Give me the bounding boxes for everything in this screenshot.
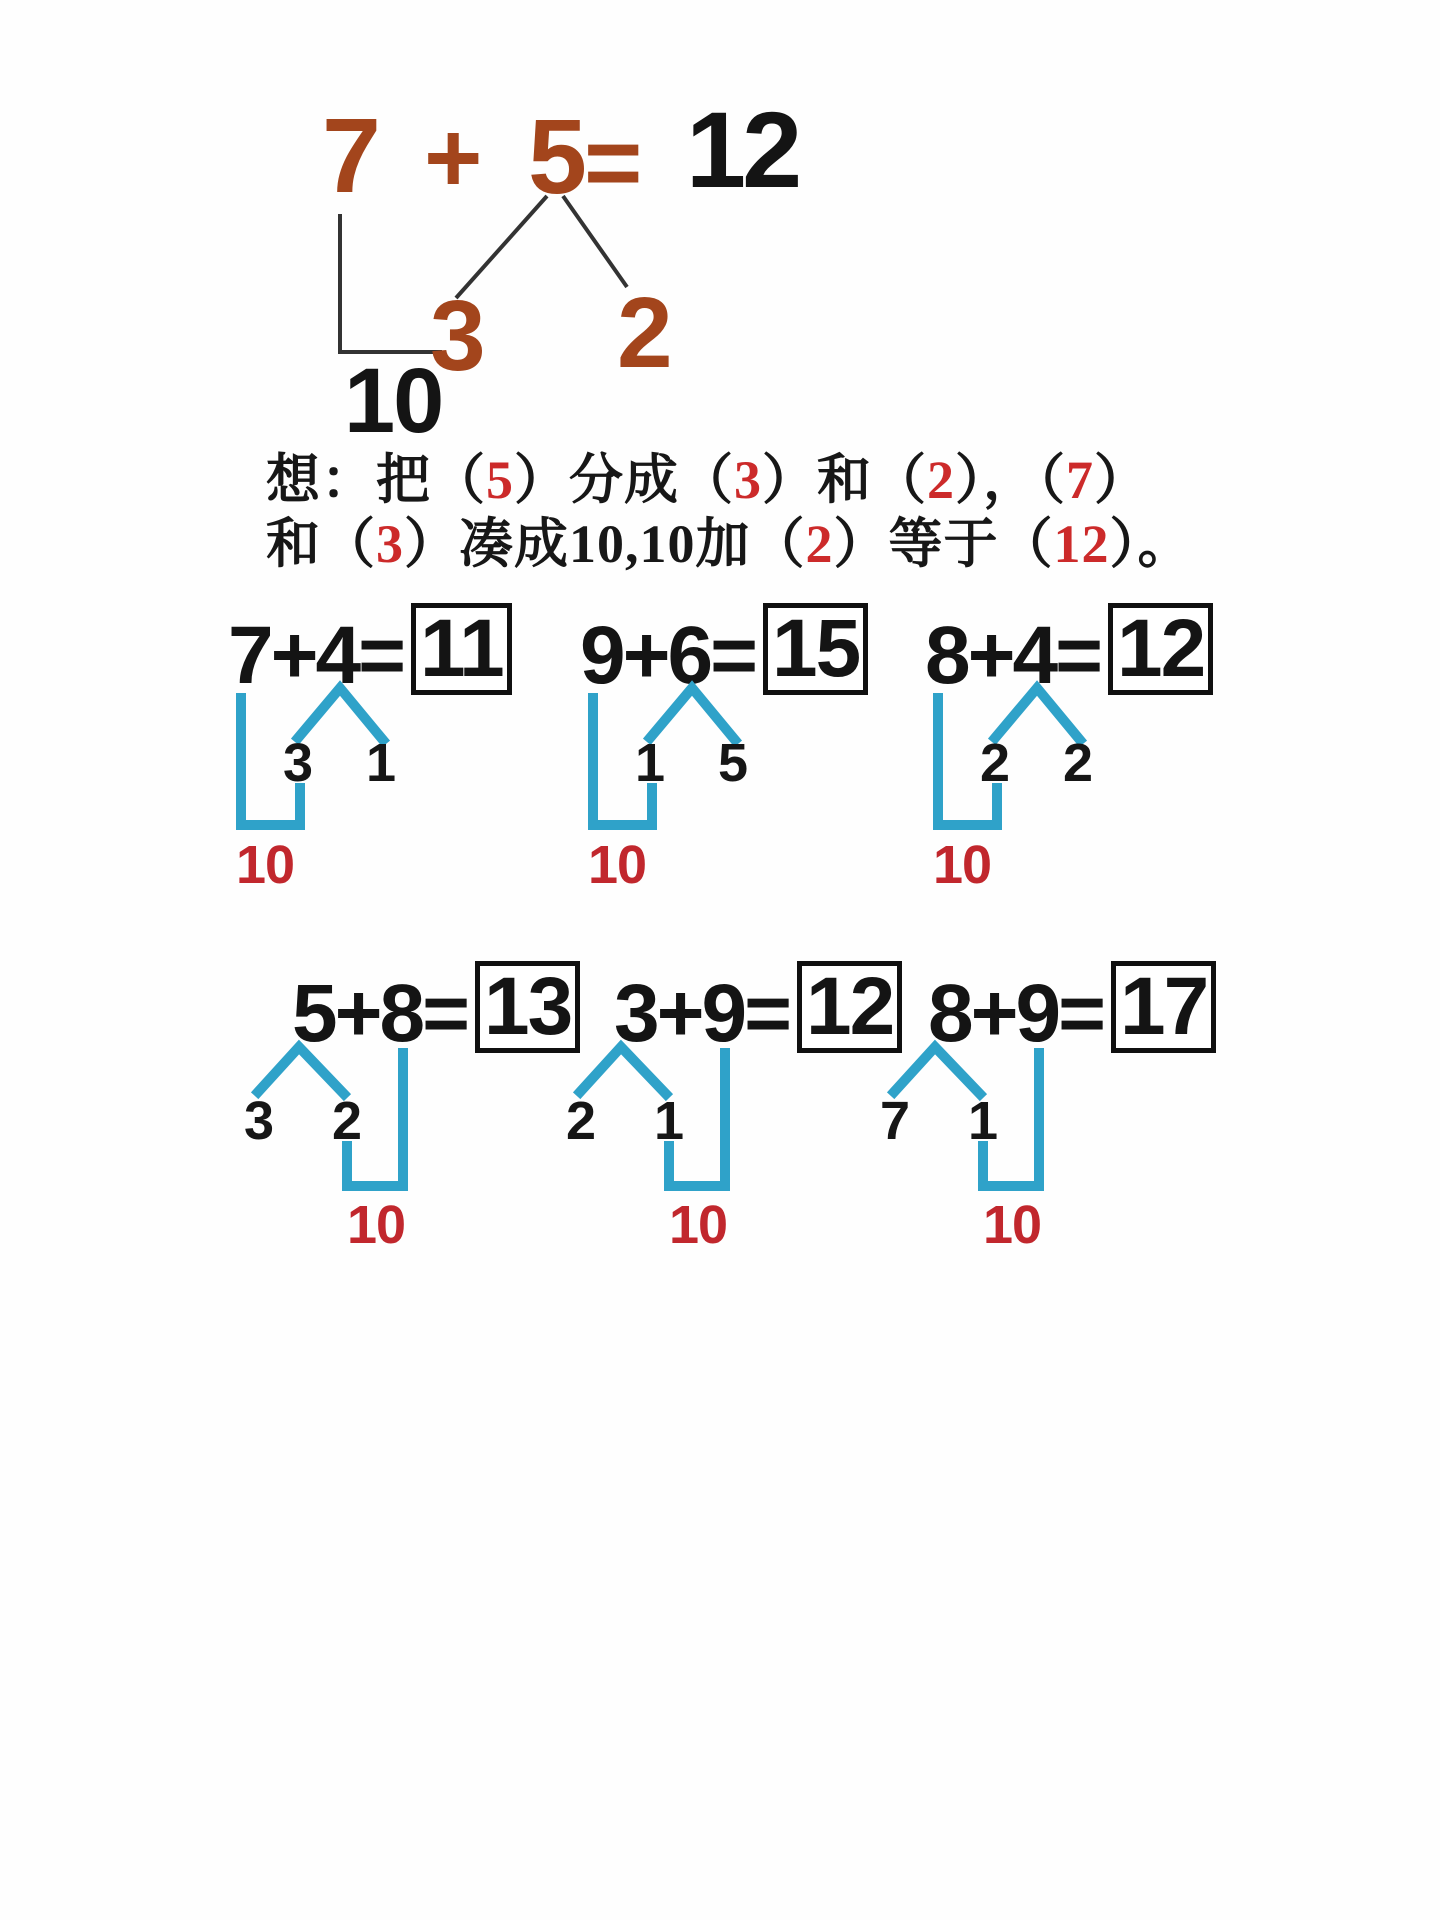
- addend-a: 5: [292, 968, 335, 1059]
- split-right: 1: [653, 1091, 685, 1151]
- highlighted-number: 3: [734, 450, 762, 510]
- example-plus-sign: +: [424, 102, 483, 214]
- example-result: 12: [686, 89, 799, 210]
- equation: [228, 603, 512, 702]
- addend-a: 8: [925, 610, 968, 701]
- example-equals-sign: =: [584, 107, 643, 219]
- highlighted-number: 7: [1066, 450, 1094, 510]
- addend-b: 4: [315, 610, 359, 701]
- answer-box: 13: [475, 961, 580, 1053]
- equals-sign: =: [1055, 610, 1100, 701]
- text-segment: ）和（: [762, 450, 927, 510]
- problem-4: [243, 961, 602, 1278]
- plus-sign: +: [967, 610, 1013, 701]
- answer-box: 12: [1108, 603, 1213, 695]
- equation: [614, 961, 902, 1060]
- addend-a: 8: [928, 968, 971, 1059]
- equals-sign: =: [358, 610, 403, 701]
- problem-5: [565, 961, 924, 1278]
- split-left: 2: [565, 1091, 597, 1151]
- split-left: 2: [979, 733, 1011, 793]
- plus-sign: +: [334, 968, 380, 1059]
- example-addend-a: 7: [322, 97, 381, 215]
- split-right: 1: [967, 1091, 999, 1151]
- answer-box: 12: [797, 961, 902, 1053]
- ten-label: 10: [668, 1195, 728, 1255]
- problem-2: [580, 603, 890, 920]
- addend-a: 7: [228, 610, 271, 701]
- split-left: 3: [282, 733, 314, 793]
- answer-box: 15: [763, 603, 868, 695]
- highlighted-number: 5: [486, 450, 514, 510]
- example-addend-b: 5: [528, 98, 587, 216]
- equation: [580, 603, 868, 702]
- problem-1: [228, 603, 538, 920]
- ten-label: 10: [346, 1195, 406, 1255]
- addend-b: 9: [1015, 968, 1059, 1059]
- text-segment: ）等于（: [833, 514, 1054, 574]
- ten-label: 10: [236, 835, 295, 895]
- problem-3: [925, 603, 1235, 920]
- equation: [928, 961, 1216, 1060]
- text-segment: 和（: [266, 514, 376, 574]
- highlighted-number: 3: [376, 514, 404, 574]
- text-segment: ）分成（: [514, 450, 734, 510]
- problem-6: [879, 961, 1238, 1278]
- highlighted-number: 2: [805, 514, 834, 574]
- plus-sign: +: [970, 968, 1016, 1059]
- equals-sign: =: [422, 968, 467, 1059]
- split-right: 2: [331, 1091, 363, 1151]
- highlighted-number: 12: [1053, 514, 1110, 574]
- ten-label: 10: [982, 1195, 1042, 1255]
- split-right: 1: [365, 733, 397, 793]
- split-left: 1: [634, 733, 666, 793]
- explanation-text: [266, 448, 1193, 576]
- addend-b: 8: [379, 968, 423, 1059]
- equals-sign: =: [1058, 968, 1103, 1059]
- text-segment: ）凑成10,10加（: [404, 514, 806, 574]
- text-segment: 想：把（: [266, 450, 486, 510]
- split-left: 7: [879, 1091, 911, 1151]
- split-left: 3: [243, 1091, 275, 1151]
- highlighted-number: 2: [927, 450, 955, 510]
- ten-label: 10: [588, 835, 647, 895]
- split-right: 2: [1062, 733, 1094, 793]
- answer-box: 11: [411, 603, 512, 695]
- split-right: 5: [717, 733, 749, 793]
- plus-sign: +: [622, 610, 668, 701]
- example-make-ten-bracket: [340, 214, 442, 352]
- equals-sign: =: [710, 610, 755, 701]
- text-segment: ）: [1094, 450, 1149, 510]
- answer-box: 17: [1111, 961, 1216, 1053]
- addend-b: 4: [1012, 610, 1056, 701]
- example-split-left: 3: [430, 280, 486, 392]
- addend-a: 3: [614, 968, 657, 1059]
- equation: [292, 961, 580, 1060]
- explanation-line-2: [266, 512, 1193, 576]
- addend-b: 9: [701, 968, 745, 1059]
- equals-sign: =: [744, 968, 789, 1059]
- explanation-line-1: [266, 448, 1193, 512]
- text-segment: ）。: [1109, 514, 1193, 574]
- plus-sign: +: [270, 610, 316, 701]
- addend-a: 9: [580, 610, 623, 701]
- text-segment: ），（: [955, 450, 1066, 510]
- addend-b: 6: [667, 610, 711, 701]
- example-ten-label: 10: [344, 350, 443, 452]
- plus-sign: +: [656, 968, 702, 1059]
- example-split-right: 2: [617, 277, 673, 389]
- equation: [925, 603, 1213, 702]
- ten-label: 10: [933, 835, 992, 895]
